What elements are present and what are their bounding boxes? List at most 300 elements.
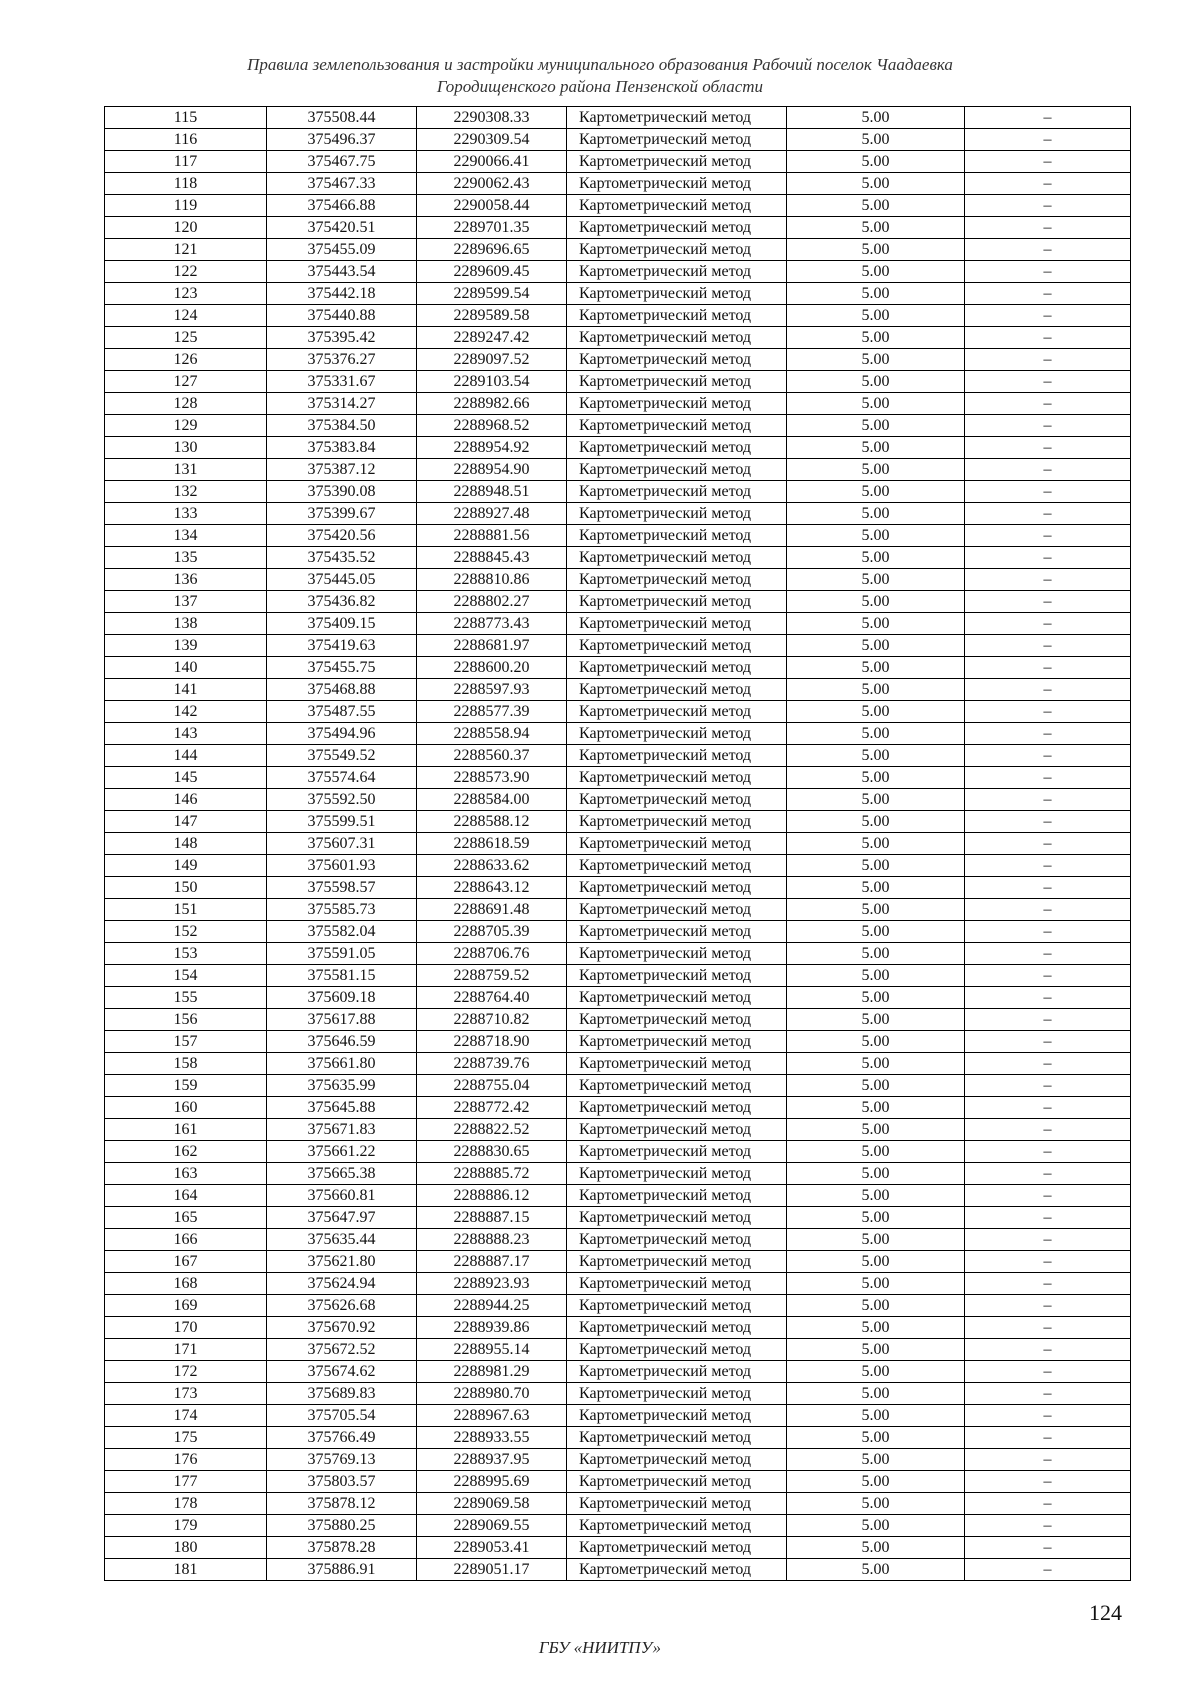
accuracy-cell: 5.00 [787, 547, 965, 569]
accuracy-cell: 5.00 [787, 855, 965, 877]
method-cell: Картометрический метод [567, 899, 787, 921]
point-number-cell: 138 [105, 613, 267, 635]
note-cell: – [965, 481, 1131, 503]
y-coordinate-cell: 2288584.00 [417, 789, 567, 811]
x-coordinate-cell: 375635.99 [267, 1075, 417, 1097]
point-number-cell: 141 [105, 679, 267, 701]
x-coordinate-cell: 375390.08 [267, 481, 417, 503]
note-cell: – [965, 899, 1131, 921]
accuracy-cell: 5.00 [787, 745, 965, 767]
y-coordinate-cell: 2288845.43 [417, 547, 567, 569]
point-number-cell: 115 [105, 107, 267, 129]
point-number-cell: 122 [105, 261, 267, 283]
note-cell: – [965, 569, 1131, 591]
method-cell: Картометрический метод [567, 1317, 787, 1339]
point-number-cell: 148 [105, 833, 267, 855]
table-row [105, 943, 1131, 965]
note-cell: – [965, 613, 1131, 635]
accuracy-cell: 5.00 [787, 569, 965, 591]
note-cell: – [965, 1537, 1131, 1559]
accuracy-cell: 5.00 [787, 943, 965, 965]
accuracy-cell: 5.00 [787, 965, 965, 987]
table-row [105, 767, 1131, 789]
accuracy-cell: 5.00 [787, 1317, 965, 1339]
y-coordinate-cell: 2288886.12 [417, 1185, 567, 1207]
note-cell: – [965, 987, 1131, 1009]
note-cell: – [965, 437, 1131, 459]
table-row [105, 1339, 1131, 1361]
table-row [105, 151, 1131, 173]
point-number-cell: 128 [105, 393, 267, 415]
method-cell: Картометрический метод [567, 327, 787, 349]
method-cell: Картометрический метод [567, 833, 787, 855]
accuracy-cell: 5.00 [787, 1185, 965, 1207]
table-row [105, 437, 1131, 459]
method-cell: Картометрический метод [567, 657, 787, 679]
x-coordinate-cell: 375621.80 [267, 1251, 417, 1273]
y-coordinate-cell: 2288968.52 [417, 415, 567, 437]
note-cell: – [965, 217, 1131, 239]
x-coordinate-cell: 375445.05 [267, 569, 417, 591]
table-row [105, 1141, 1131, 1163]
table-row [105, 1449, 1131, 1471]
method-cell: Картометрический метод [567, 723, 787, 745]
table-row [105, 1383, 1131, 1405]
point-number-cell: 118 [105, 173, 267, 195]
table-row [105, 195, 1131, 217]
accuracy-cell: 5.00 [787, 151, 965, 173]
accuracy-cell: 5.00 [787, 1427, 965, 1449]
note-cell: – [965, 1163, 1131, 1185]
x-coordinate-cell: 375420.51 [267, 217, 417, 239]
y-coordinate-cell: 2288710.82 [417, 1009, 567, 1031]
x-coordinate-cell: 375769.13 [267, 1449, 417, 1471]
x-coordinate-cell: 375705.54 [267, 1405, 417, 1427]
y-coordinate-cell: 2288955.14 [417, 1339, 567, 1361]
x-coordinate-cell: 375647.97 [267, 1207, 417, 1229]
note-cell: – [965, 1075, 1131, 1097]
y-coordinate-cell: 2288718.90 [417, 1031, 567, 1053]
accuracy-cell: 5.00 [787, 591, 965, 613]
table-row [105, 701, 1131, 723]
note-cell: – [965, 855, 1131, 877]
x-coordinate-cell: 375878.28 [267, 1537, 417, 1559]
table-row [105, 855, 1131, 877]
method-cell: Картометрический метод [567, 129, 787, 151]
y-coordinate-cell: 2288881.56 [417, 525, 567, 547]
point-number-cell: 140 [105, 657, 267, 679]
y-coordinate-cell: 2289599.54 [417, 283, 567, 305]
table-row [105, 1493, 1131, 1515]
accuracy-cell: 5.00 [787, 1339, 965, 1361]
method-cell: Картометрический метод [567, 1383, 787, 1405]
accuracy-cell: 5.00 [787, 1493, 965, 1515]
method-cell: Картометрический метод [567, 679, 787, 701]
note-cell: – [965, 547, 1131, 569]
y-coordinate-cell: 2290058.44 [417, 195, 567, 217]
accuracy-cell: 5.00 [787, 789, 965, 811]
x-coordinate-cell: 375609.18 [267, 987, 417, 1009]
point-number-cell: 125 [105, 327, 267, 349]
y-coordinate-cell: 2290062.43 [417, 173, 567, 195]
note-cell: – [965, 1141, 1131, 1163]
accuracy-cell: 5.00 [787, 525, 965, 547]
x-coordinate-cell: 375607.31 [267, 833, 417, 855]
method-cell: Картометрический метод [567, 1207, 787, 1229]
x-coordinate-cell: 375466.88 [267, 195, 417, 217]
x-coordinate-cell: 375582.04 [267, 921, 417, 943]
accuracy-cell: 5.00 [787, 1207, 965, 1229]
page-number: 124 [1089, 1600, 1122, 1625]
point-number-cell: 167 [105, 1251, 267, 1273]
note-cell: – [965, 745, 1131, 767]
accuracy-cell: 5.00 [787, 1229, 965, 1251]
point-number-cell: 144 [105, 745, 267, 767]
note-cell: – [965, 129, 1131, 151]
accuracy-cell: 5.00 [787, 459, 965, 481]
method-cell: Картометрический метод [567, 217, 787, 239]
x-coordinate-cell: 375420.56 [267, 525, 417, 547]
x-coordinate-cell: 375665.38 [267, 1163, 417, 1185]
note-cell: – [965, 1097, 1131, 1119]
accuracy-cell: 5.00 [787, 129, 965, 151]
accuracy-cell: 5.00 [787, 811, 965, 833]
point-number-cell: 147 [105, 811, 267, 833]
y-coordinate-cell: 2288588.12 [417, 811, 567, 833]
accuracy-cell: 5.00 [787, 1449, 965, 1471]
accuracy-cell: 5.00 [787, 1361, 965, 1383]
table-row [105, 1405, 1131, 1427]
note-cell: – [965, 195, 1131, 217]
note-cell: – [965, 1295, 1131, 1317]
y-coordinate-cell: 2288643.12 [417, 877, 567, 899]
x-coordinate-cell: 375383.84 [267, 437, 417, 459]
y-coordinate-cell: 2288967.63 [417, 1405, 567, 1427]
table-row [105, 1361, 1131, 1383]
note-cell: – [965, 283, 1131, 305]
point-number-cell: 175 [105, 1427, 267, 1449]
x-coordinate-cell: 375660.81 [267, 1185, 417, 1207]
note-cell: – [965, 173, 1131, 195]
y-coordinate-cell: 2288980.70 [417, 1383, 567, 1405]
point-number-cell: 157 [105, 1031, 267, 1053]
point-number-cell: 156 [105, 1009, 267, 1031]
point-number-cell: 169 [105, 1295, 267, 1317]
note-cell: – [965, 525, 1131, 547]
y-coordinate-cell: 2288939.86 [417, 1317, 567, 1339]
table-row [105, 107, 1131, 129]
table-row [105, 1229, 1131, 1251]
table-row [105, 503, 1131, 525]
x-coordinate-cell: 375635.44 [267, 1229, 417, 1251]
accuracy-cell: 5.00 [787, 877, 965, 899]
y-coordinate-cell: 2288560.37 [417, 745, 567, 767]
note-cell: – [965, 503, 1131, 525]
point-number-cell: 168 [105, 1273, 267, 1295]
point-number-cell: 146 [105, 789, 267, 811]
note-cell: – [965, 239, 1131, 261]
table-row [105, 833, 1131, 855]
accuracy-cell: 5.00 [787, 987, 965, 1009]
y-coordinate-cell: 2288764.40 [417, 987, 567, 1009]
table-row [105, 525, 1131, 547]
x-coordinate-cell: 375880.25 [267, 1515, 417, 1537]
method-cell: Картометрический метод [567, 1031, 787, 1053]
table-row [105, 1295, 1131, 1317]
method-cell: Картометрический метод [567, 239, 787, 261]
method-cell: Картометрический метод [567, 1537, 787, 1559]
y-coordinate-cell: 2288577.39 [417, 701, 567, 723]
point-number-cell: 145 [105, 767, 267, 789]
y-coordinate-cell: 2288948.51 [417, 481, 567, 503]
method-cell: Картометрический метод [567, 1515, 787, 1537]
note-cell: – [965, 393, 1131, 415]
method-cell: Картометрический метод [567, 635, 787, 657]
method-cell: Картометрический метод [567, 855, 787, 877]
table-row [105, 349, 1131, 371]
note-cell: – [965, 1427, 1131, 1449]
table-row [105, 1273, 1131, 1295]
accuracy-cell: 5.00 [787, 701, 965, 723]
point-number-cell: 152 [105, 921, 267, 943]
note-cell: – [965, 1559, 1131, 1581]
method-cell: Картометрический метод [567, 393, 787, 415]
method-cell: Картометрический метод [567, 1339, 787, 1361]
y-coordinate-cell: 2288982.66 [417, 393, 567, 415]
table-row [105, 415, 1131, 437]
method-cell: Картометрический метод [567, 745, 787, 767]
table-row [105, 745, 1131, 767]
x-coordinate-cell: 375601.93 [267, 855, 417, 877]
point-number-cell: 119 [105, 195, 267, 217]
table-row [105, 877, 1131, 899]
accuracy-cell: 5.00 [787, 657, 965, 679]
point-number-cell: 180 [105, 1537, 267, 1559]
note-cell: – [965, 459, 1131, 481]
y-coordinate-cell: 2288772.42 [417, 1097, 567, 1119]
y-coordinate-cell: 2288933.55 [417, 1427, 567, 1449]
note-cell: – [965, 921, 1131, 943]
accuracy-cell: 5.00 [787, 723, 965, 745]
point-number-cell: 170 [105, 1317, 267, 1339]
x-coordinate-cell: 375467.33 [267, 173, 417, 195]
method-cell: Картометрический метод [567, 1229, 787, 1251]
accuracy-cell: 5.00 [787, 1053, 965, 1075]
table-row [105, 239, 1131, 261]
point-number-cell: 116 [105, 129, 267, 151]
accuracy-cell: 5.00 [787, 437, 965, 459]
method-cell: Картометрический метод [567, 613, 787, 635]
note-cell: – [965, 371, 1131, 393]
note-cell: – [965, 965, 1131, 987]
x-coordinate-cell: 375387.12 [267, 459, 417, 481]
method-cell: Картометрический метод [567, 921, 787, 943]
point-number-cell: 162 [105, 1141, 267, 1163]
table-row [105, 547, 1131, 569]
point-number-cell: 124 [105, 305, 267, 327]
x-coordinate-cell: 375376.27 [267, 349, 417, 371]
x-coordinate-cell: 375467.75 [267, 151, 417, 173]
table-row [105, 1053, 1131, 1075]
x-coordinate-cell: 375549.52 [267, 745, 417, 767]
note-cell: – [965, 1317, 1131, 1339]
y-coordinate-cell: 2289609.45 [417, 261, 567, 283]
point-number-cell: 163 [105, 1163, 267, 1185]
note-cell: – [965, 657, 1131, 679]
table-row [105, 789, 1131, 811]
note-cell: – [965, 1251, 1131, 1273]
accuracy-cell: 5.00 [787, 1273, 965, 1295]
point-number-cell: 172 [105, 1361, 267, 1383]
y-coordinate-cell: 2288887.17 [417, 1251, 567, 1273]
note-cell: – [965, 679, 1131, 701]
method-cell: Картометрический метод [567, 415, 787, 437]
table-row [105, 1097, 1131, 1119]
x-coordinate-cell: 375598.57 [267, 877, 417, 899]
accuracy-cell: 5.00 [787, 1515, 965, 1537]
y-coordinate-cell: 2290066.41 [417, 151, 567, 173]
method-cell: Картометрический метод [567, 437, 787, 459]
y-coordinate-cell: 2288927.48 [417, 503, 567, 525]
table-row [105, 987, 1131, 1009]
note-cell: – [965, 635, 1131, 657]
table-row [105, 657, 1131, 679]
accuracy-cell: 5.00 [787, 349, 965, 371]
point-number-cell: 159 [105, 1075, 267, 1097]
y-coordinate-cell: 2289589.58 [417, 305, 567, 327]
table-row [105, 723, 1131, 745]
x-coordinate-cell: 375455.09 [267, 239, 417, 261]
y-coordinate-cell: 2288822.52 [417, 1119, 567, 1141]
method-cell: Картометрический метод [567, 1559, 787, 1581]
accuracy-cell: 5.00 [787, 1471, 965, 1493]
table-row [105, 283, 1131, 305]
method-cell: Картометрический метод [567, 547, 787, 569]
note-cell: – [965, 1361, 1131, 1383]
method-cell: Картометрический метод [567, 877, 787, 899]
x-coordinate-cell: 375672.52 [267, 1339, 417, 1361]
point-number-cell: 139 [105, 635, 267, 657]
y-coordinate-cell: 2289097.52 [417, 349, 567, 371]
table-row [105, 1207, 1131, 1229]
table-row [105, 1031, 1131, 1053]
point-number-cell: 133 [105, 503, 267, 525]
y-coordinate-cell: 2288954.92 [417, 437, 567, 459]
y-coordinate-cell: 2288887.15 [417, 1207, 567, 1229]
method-cell: Картометрический метод [567, 943, 787, 965]
method-cell: Картометрический метод [567, 305, 787, 327]
note-cell: – [965, 1405, 1131, 1427]
note-cell: – [965, 1383, 1131, 1405]
x-coordinate-cell: 375314.27 [267, 393, 417, 415]
method-cell: Картометрический метод [567, 591, 787, 613]
note-cell: – [965, 151, 1131, 173]
table-row [105, 899, 1131, 921]
table-row [105, 393, 1131, 415]
accuracy-cell: 5.00 [787, 239, 965, 261]
accuracy-cell: 5.00 [787, 283, 965, 305]
table-row [105, 459, 1131, 481]
point-number-cell: 179 [105, 1515, 267, 1537]
point-number-cell: 181 [105, 1559, 267, 1581]
point-number-cell: 160 [105, 1097, 267, 1119]
method-cell: Картометрический метод [567, 569, 787, 591]
method-cell: Картометрический метод [567, 525, 787, 547]
method-cell: Картометрический метод [567, 107, 787, 129]
method-cell: Картометрический метод [567, 459, 787, 481]
point-number-cell: 117 [105, 151, 267, 173]
method-cell: Картометрический метод [567, 1163, 787, 1185]
x-coordinate-cell: 375886.91 [267, 1559, 417, 1581]
method-cell: Картометрический метод [567, 283, 787, 305]
point-number-cell: 151 [105, 899, 267, 921]
y-coordinate-cell: 2288755.04 [417, 1075, 567, 1097]
method-cell: Картометрический метод [567, 481, 787, 503]
y-coordinate-cell: 2288706.76 [417, 943, 567, 965]
point-number-cell: 137 [105, 591, 267, 613]
note-cell: – [965, 1207, 1131, 1229]
table-row [105, 1251, 1131, 1273]
x-coordinate-cell: 375803.57 [267, 1471, 417, 1493]
table-row [105, 1317, 1131, 1339]
point-number-cell: 149 [105, 855, 267, 877]
table-row [105, 965, 1131, 987]
table-row [105, 305, 1131, 327]
y-coordinate-cell: 2288633.62 [417, 855, 567, 877]
note-cell: – [965, 1339, 1131, 1361]
accuracy-cell: 5.00 [787, 1097, 965, 1119]
coordinates-table-body [105, 107, 1131, 1581]
accuracy-cell: 5.00 [787, 833, 965, 855]
accuracy-cell: 5.00 [787, 1537, 965, 1559]
y-coordinate-cell: 2288923.93 [417, 1273, 567, 1295]
x-coordinate-cell: 375443.54 [267, 261, 417, 283]
accuracy-cell: 5.00 [787, 261, 965, 283]
note-cell: – [965, 305, 1131, 327]
point-number-cell: 161 [105, 1119, 267, 1141]
y-coordinate-cell: 2289053.41 [417, 1537, 567, 1559]
accuracy-cell: 5.00 [787, 1251, 965, 1273]
y-coordinate-cell: 2288597.93 [417, 679, 567, 701]
method-cell: Картометрический метод [567, 195, 787, 217]
accuracy-cell: 5.00 [787, 1559, 965, 1581]
y-coordinate-cell: 2288937.95 [417, 1449, 567, 1471]
table-row [105, 129, 1131, 151]
method-cell: Картометрический метод [567, 1141, 787, 1163]
x-coordinate-cell: 375646.59 [267, 1031, 417, 1053]
table-row [105, 1427, 1131, 1449]
note-cell: – [965, 701, 1131, 723]
y-coordinate-cell: 2288600.20 [417, 657, 567, 679]
y-coordinate-cell: 2289247.42 [417, 327, 567, 349]
point-number-cell: 132 [105, 481, 267, 503]
x-coordinate-cell: 375468.88 [267, 679, 417, 701]
accuracy-cell: 5.00 [787, 1031, 965, 1053]
table-row [105, 1471, 1131, 1493]
note-cell: – [965, 811, 1131, 833]
y-coordinate-cell: 2288691.48 [417, 899, 567, 921]
y-coordinate-cell: 2288573.90 [417, 767, 567, 789]
x-coordinate-cell: 375617.88 [267, 1009, 417, 1031]
header-line-1: Правила землепользования и застройки муниципального образования Рабочий поселок Чаадаевка [247, 55, 953, 74]
point-number-cell: 178 [105, 1493, 267, 1515]
note-cell: – [965, 789, 1131, 811]
x-coordinate-cell: 375591.05 [267, 943, 417, 965]
point-number-cell: 173 [105, 1383, 267, 1405]
table-row [105, 1537, 1131, 1559]
y-coordinate-cell: 2288739.76 [417, 1053, 567, 1075]
document-footer: ГБУ «НИИТПУ» [538, 1638, 662, 1657]
